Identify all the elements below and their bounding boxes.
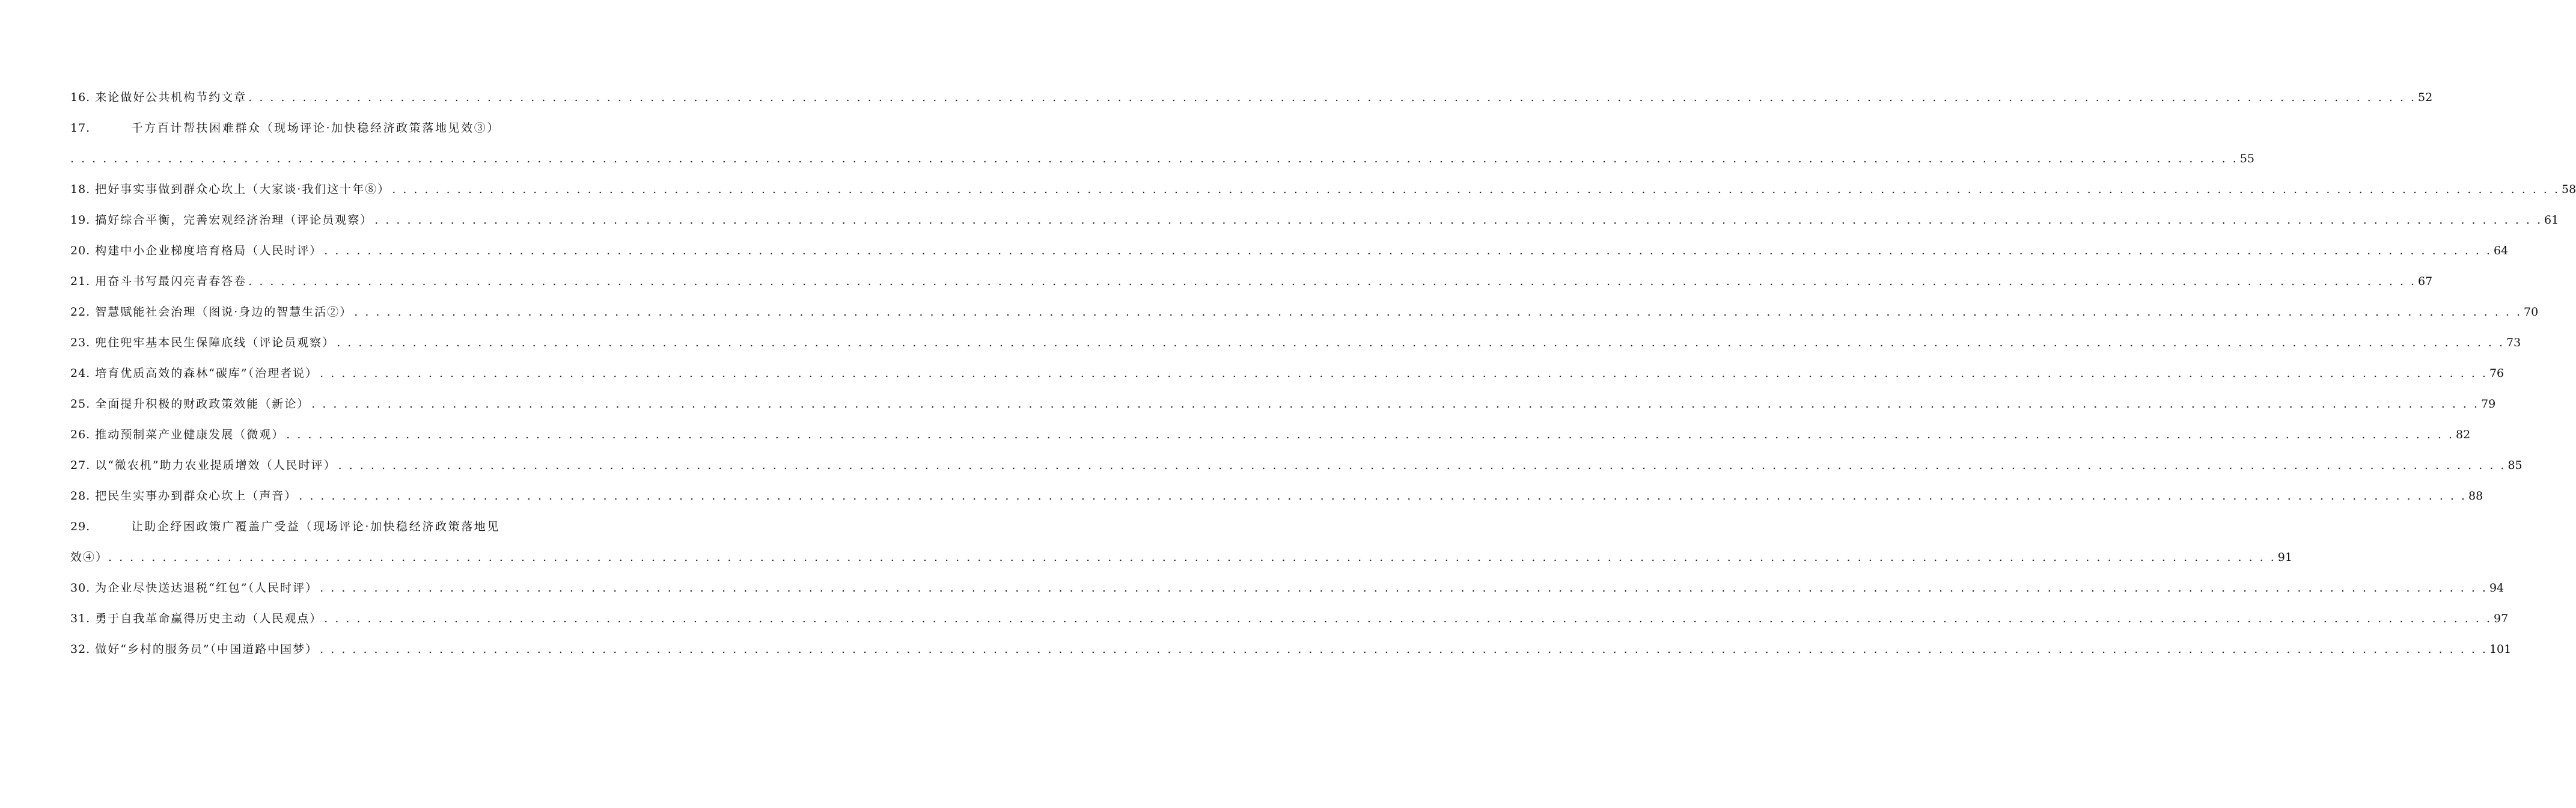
entry-number: 26. bbox=[70, 428, 91, 441]
leader-dots: . . . . . . . . . . . . . . . . . . . . . . . . . . . . . . . . . . . . . . . . . . . . . . . . . . . . . . . . . . . . . . . . . . . . . . . . . . . . . . . . . . . . . . . . . . . . . . . . . . . . . . . . . . . . . . . . . . . . . . . . . . . . . . . . . . . . . . . . . . . . . . . . . . . . . . . . . . . . . . . . . . . . . . . . . . . . . . . . . . . . . . . . . . . . . . . . . . . . . . . . bbox=[392, 183, 2560, 196]
leader-dots: . . . . . . . . . . . . . . . . . . . . . . . . . . . . . . . . . . . . . . . . . . . . . . . . . . . . . . . . . . . . . . . . . . . . . . . . . . . . . . . . . . . . . . . . . . . . . . . . . . . . . . . . . . . . . . . . . . . . . . . . . . . . . . . . . . . . . . . . . . . . . . . . . . . . . . . . . . . . . . . . . . . . . . . . . . . . . . . . . . . . . . . . . . . . . . . . . . . . . . . . bbox=[70, 152, 2238, 165]
entry-title: 以“微农机”助力农业提质增效（人民时评） bbox=[95, 459, 337, 472]
entry-number: 18. bbox=[70, 183, 91, 196]
toc-entry[interactable] bbox=[70, 270, 2433, 301]
entry-title: 为企业尽快送达退税“红包”（人民时评） bbox=[95, 581, 319, 595]
leader-dots: . . . . . . . . . . . . . . . . . . . . . . . . . . . . . . . . . . . . . . . . . . . . . . . . . . . . . . . . . . . . . . . . . . . . . . . . . . . . . . . . . . . . . . . . . . . . . . . . . . . . . . . . . . . . . . . . . . . . . . . . . . . . . . . . . . . . . . . . . . . . . . . . . . . . . . . . . . . . . . . . . . . . . . . . . . . . . . . . . . . . . . . . . . . . . . . . . . . . . . . . bbox=[320, 367, 2488, 380]
entry-page-number: 52 bbox=[2418, 91, 2433, 104]
entry-number: 28. bbox=[70, 489, 91, 503]
entry-title: 全面提升积极的财政政策效能（新论） bbox=[95, 397, 310, 411]
entry-page-number: 94 bbox=[2489, 581, 2504, 595]
leader-dots: . . . . . . . . . . . . . . . . . . . . . . . . . . . . . . . . . . . . . . . . . . . . . . . . . . . . . . . . . . . . . . . . . . . . . . . . . . . . . . . . . . . . . . . . . . . . . . . . . . . . . . . . . . . . . . . . . . . . . . . . . . . . . . . . . . . . . . . . . . . . . . . . . . . . . . . . . . . . . . . . . . . . . . . . . . . . . . . . . . . . . . . . . . . . . . . . . . . . . . . . bbox=[320, 581, 2488, 595]
table-of-contents bbox=[70, 86, 2576, 669]
leader-dots: . . . . . . . . . . . . . . . . . . . . . . . . . . . . . . . . . . . . . . . . . . . . . . . . . . . . . . . . . . . . . . . . . . . . . . . . . . . . . . . . . . . . . . . . . . . . . . . . . . . . . . . . . . . . . . . . . . . . . . . . . . . . . . . . . . . . . . . . . . . . . . . . . . . . . . . . . . . . . . . . . . . . . . . . . . . . . . . . . . . . . . . . . . . . . . . . . . . . . . . . bbox=[286, 428, 2455, 441]
entry-page-number: 76 bbox=[2489, 367, 2504, 380]
toc-entry[interactable] bbox=[70, 638, 2512, 669]
leader-dots: . . . . . . . . . . . . . . . . . . . . . . . . . . . . . . . . . . . . . . . . . . . . . . . . . . . . . . . . . . . . . . . . . . . . . . . . . . . . . . . . . . . . . . . . . . . . . . . . . . . . . . . . . . . . . . . . . . . . . . . . . . . . . . . . . . . . . . . . . . . . . . . . . . . . . . . . . . . . . . . . . . . . . . . . . . . . . . . . . . . . . . . . . . . . . . . . . . . . . . . . bbox=[248, 275, 2417, 288]
entry-number: 24. bbox=[70, 367, 91, 380]
toc-entry[interactable] bbox=[70, 86, 2433, 117]
entry-page-number: 61 bbox=[2544, 213, 2559, 227]
entry-page-number: 67 bbox=[2418, 275, 2433, 288]
entry-title: 推动预制菜产业健康发展（微观） bbox=[95, 428, 285, 441]
entry-page-number: 97 bbox=[2494, 612, 2509, 625]
entry-number: 21. bbox=[70, 275, 91, 288]
entry-title: 来论做好公共机构节约文章 bbox=[95, 91, 247, 104]
leader-dots: . . . . . . . . . . . . . . . . . . . . . . . . . . . . . . . . . . . . . . . . . . . . . . . . . . . . . . . . . . . . . . . . . . . . . . . . . . . . . . . . . . . . . . . . . . . . . . . . . . . . . . . . . . . . . . . . . . . . . . . . . . . . . . . . . . . . . . . . . . . . . . . . . . . . . . . . . . . . . . . . . . . . . . . . . . . . . . . . . . . . . . . . . . . . . . . . . . . . . . . . bbox=[248, 91, 2417, 104]
entry-page-number: 91 bbox=[2277, 551, 2292, 564]
entry-title: 用奋斗书写最闪亮青春答卷 bbox=[95, 275, 247, 288]
entry-page-number: 55 bbox=[2239, 152, 2254, 165]
entry-page-number: 79 bbox=[2481, 397, 2496, 411]
entry-number: 29. bbox=[70, 520, 91, 533]
leader-dots: . . . . . . . . . . . . . . . . . . . . . . . . . . . . . . . . . . . . . . . . . . . . . . . . . . . . . . . . . . . . . . . . . . . . . . . . . . . . . . . . . . . . . . . . . . . . . . . . . . . . . . . . . . . . . . . . . . . . . . . . . . . . . . . . . . . . . . . . . . . . . . . . . . . . . . . . . . . . . . . . . . . . . . . . . . . . . . . . . . . . . . . . . . . . . . . . . . . . . . . . bbox=[311, 397, 2480, 411]
entry-number: 19. bbox=[70, 213, 91, 227]
entry-number: 17. bbox=[70, 121, 91, 135]
leader-dots: . . . . . . . . . . . . . . . . . . . . . . . . . . . . . . . . . . . . . . . . . . . . . . . . . . . . . . . . . . . . . . . . . . . . . . . . . . . . . . . . . . . . . . . . . . . . . . . . . . . . . . . . . . . . . . . . . . . . . . . . . . . . . . . . . . . . . . . . . . . . . . . . . . . . . . . . . . . . . . . . . . . . . . . . . . . . . . . . . . . . . . . . . . . . . . . . . . . . . . . . bbox=[320, 643, 2488, 656]
toc-entry[interactable] bbox=[70, 393, 2496, 423]
entry-number: 25. bbox=[70, 397, 91, 411]
toc-entry[interactable] bbox=[70, 423, 2471, 454]
toc-entry[interactable] bbox=[70, 485, 2483, 515]
leader-dots: . . . . . . . . . . . . . . . . . . . . . . . . . . . . . . . . . . . . . . . . . . . . . . . . . . . . . . . . . . . . . . . . . . . . . . . . . . . . . . . . . . . . . . . . . . . . . . . . . . . . . . . . . . . . . . . . . . . . . . . . . . . . . . . . . . . . . . . . . . . . . . . . . . . . . . . . . . . . . . . . . . . . . . . . . . . . . . . . . . . . . . . . . . . . . . . . . . . . . . . . bbox=[337, 336, 2505, 349]
toc-entry[interactable] bbox=[70, 239, 2509, 270]
entry-number: 31. bbox=[70, 612, 91, 625]
toc-entry[interactable] bbox=[70, 362, 2504, 393]
entry-page-number: 85 bbox=[2507, 459, 2523, 472]
entry-page-number: 58 bbox=[2562, 183, 2576, 196]
entry-page-number: 88 bbox=[2468, 489, 2483, 503]
toc-entry-continuation[interactable] bbox=[70, 147, 2254, 178]
toc-entry[interactable] bbox=[70, 209, 2559, 239]
entry-number: 22. bbox=[70, 305, 91, 319]
entry-number: 23. bbox=[70, 336, 91, 349]
leader-dots: . . . . . . . . . . . . . . . . . . . . . . . . . . . . . . . . . . . . . . . . . . . . . . . . . . . . . . . . . . . . . . . . . . . . . . . . . . . . . . . . . . . . . . . . . . . . . . . . . . . . . . . . . . . . . . . . . . . . . . . . . . . . . . . . . . . . . . . . . . . . . . . . . . . . . . . . . . . . . . . . . . . . . . . . . . . . . . . . . . . . . . . . . . . . . . . . . . . . . . . . bbox=[299, 489, 2467, 503]
entry-page-number: 73 bbox=[2506, 336, 2521, 349]
entry-page-number: 82 bbox=[2456, 428, 2471, 441]
toc-entry-continuation[interactable] bbox=[70, 546, 2292, 577]
entry-number: 16. bbox=[70, 91, 91, 104]
toc-entry[interactable] bbox=[70, 117, 500, 147]
leader-dots: . . . . . . . . . . . . . . . . . . . . . . . . . . . . . . . . . . . . . . . . . . . . . . . . . . . . . . . . . . . . . . . . . . . . . . . . . . . . . . . . . . . . . . . . . . . . . . . . . . . . . . . . . . . . . . . . . . . . . . . . . . . . . . . . . . . . . . . . . . . . . . . . . . . . . . . . . . . . . . . . . . . . . . . . . . . . . . . . . . . . . . . . . . . . . . . . . . . . . . . . bbox=[354, 305, 2523, 319]
entry-title: 让助企纾困政策广覆盖广受益（现场评论·加快稳经济政策落地见 bbox=[131, 520, 500, 533]
leader-dots: . . . . . . . . . . . . . . . . . . . . . . . . . . . . . . . . . . . . . . . . . . . . . . . . . . . . . . . . . . . . . . . . . . . . . . . . . . . . . . . . . . . . . . . . . . . . . . . . . . . . . . . . . . . . . . . . . . . . . . . . . . . . . . . . . . . . . . . . . . . . . . . . . . . . . . . . . . . . . . . . . . . . . . . . . . . . . . . . . . . . . . . . . . . . . . . . . . . . . . . . bbox=[324, 612, 2492, 625]
entry-title: 兜住兜牢基本民生保障底线（评论员观察） bbox=[95, 336, 335, 349]
entry-page-number: 70 bbox=[2524, 305, 2539, 319]
entry-title: 千方百计帮扶困难群众（现场评论·加快稳经济政策落地见效③） bbox=[131, 121, 500, 135]
entry-number: 30. bbox=[70, 581, 91, 595]
entry-number: 20. bbox=[70, 244, 91, 257]
entry-title: 搞好综合平衡，完善宏观经济治理（评论员观察） bbox=[95, 213, 373, 227]
leader-dots: . . . . . . . . . . . . . . . . . . . . . . . . . . . . . . . . . . . . . . . . . . . . . . . . . . . . . . . . . . . . . . . . . . . . . . . . . . . . . . . . . . . . . . . . . . . . . . . . . . . . . . . . . . . . . . . . . . . . . . . . . . . . . . . . . . . . . . . . . . . . . . . . . . . . . . . . . . . . . . . . . . . . . . . . . . . . . . . . . . . . . . . . . . . . . . . . . . . . . . . . bbox=[324, 244, 2492, 257]
toc-entry[interactable] bbox=[70, 301, 2539, 331]
toc-entry[interactable] bbox=[70, 607, 2509, 638]
toc-entry[interactable] bbox=[70, 454, 2523, 485]
entry-title-continuation: 效④） bbox=[70, 551, 109, 564]
entry-number: 32. bbox=[70, 643, 91, 656]
entry-title: 培育优质高效的森林“碳库”（治理者说） bbox=[95, 367, 319, 380]
toc-entry[interactable] bbox=[70, 515, 500, 546]
entry-number: 27. bbox=[70, 459, 91, 472]
entry-title: 智慧赋能社会治理（图说·身边的智慧生活②） bbox=[95, 305, 353, 319]
entry-title: 勇于自我革命赢得历史主动（人民观点） bbox=[95, 612, 323, 625]
leader-dots: . . . . . . . . . . . . . . . . . . . . . . . . . . . . . . . . . . . . . . . . . . . . . . . . . . . . . . . . . . . . . . . . . . . . . . . . . . . . . . . . . . . . . . . . . . . . . . . . . . . . . . . . . . . . . . . . . . . . . . . . . . . . . . . . . . . . . . . . . . . . . . . . . . . . . . . . . . . . . . . . . . . . . . . . . . . . . . . . . . . . . . . . . . . . . . . . . . . . . . . . bbox=[338, 459, 2506, 472]
entry-page-number: 64 bbox=[2494, 244, 2509, 257]
entry-page-number: 101 bbox=[2489, 643, 2512, 656]
entry-title: 把好事实事做到群众心坎上（大家谈·我们这十年⑧） bbox=[95, 183, 391, 196]
entry-title: 构建中小企业梯度培育格局（人民时评） bbox=[95, 244, 323, 257]
toc-entry[interactable] bbox=[70, 577, 2504, 607]
leader-dots: . . . . . . . . . . . . . . . . . . . . . . . . . . . . . . . . . . . . . . . . . . . . . . . . . . . . . . . . . . . . . . . . . . . . . . . . . . . . . . . . . . . . . . . . . . . . . . . . . . . . . . . . . . . . . . . . . . . . . . . . . . . . . . . . . . . . . . . . . . . . . . . . . . . . . . . . . . . . . . . . . . . . . . . . . . . . . . . . . . . . . . . . . . . . . . . . . . . . . . . . bbox=[108, 551, 2276, 564]
entry-title: 把民生实事办到群众心坎上（声音） bbox=[95, 489, 298, 503]
toc-entry[interactable] bbox=[70, 178, 2576, 209]
entry-title: 做好“乡村的服务员”（中国道路中国梦） bbox=[95, 643, 319, 656]
toc-entry[interactable] bbox=[70, 331, 2521, 362]
leader-dots: . . . . . . . . . . . . . . . . . . . . . . . . . . . . . . . . . . . . . . . . . . . . . . . . . . . . . . . . . . . . . . . . . . . . . . . . . . . . . . . . . . . . . . . . . . . . . . . . . . . . . . . . . . . . . . . . . . . . . . . . . . . . . . . . . . . . . . . . . . . . . . . . . . . . . . . . . . . . . . . . . . . . . . . . . . . . . . . . . . . . . . . . . . . . . . . . . . . . . . . . bbox=[374, 213, 2543, 227]
